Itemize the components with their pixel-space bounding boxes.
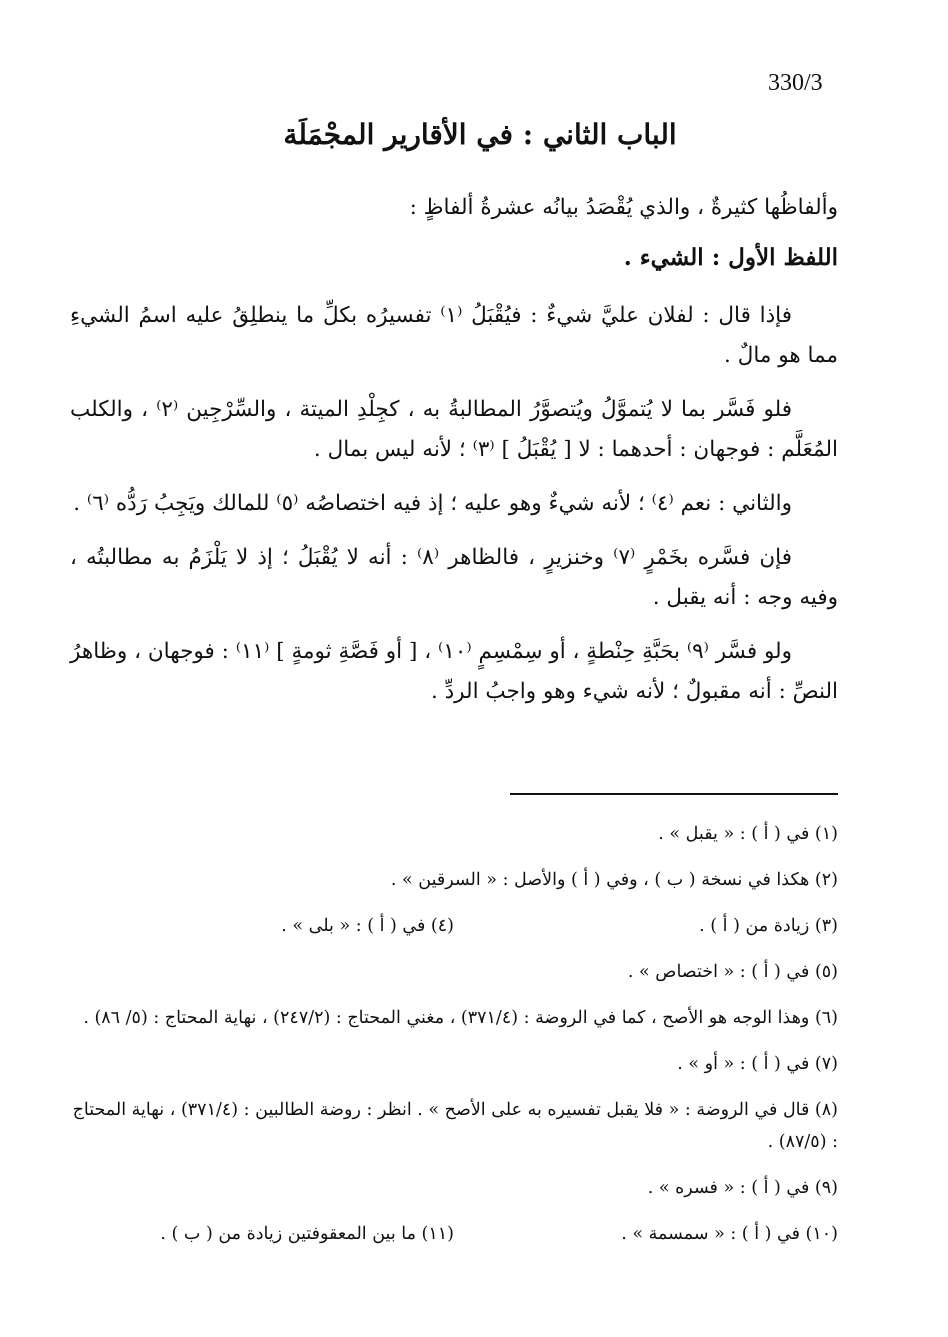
paragraph-2: فلو فَسَّر بما لا يُتموَّلُ ويُتصوَّرُ المطالبةُ به ، كجِلْدِ الميتة ، والسِّرْجِين ⁽٢⁾ ، والكلب المُعَلَّم : فوجهان : أحدهما : لا [ يُقْبَلُ ] ⁽٣⁾ ؛ لأنه ليس بمال . (70, 397, 838, 462)
chapter-heading: الباب الثاني : في الأقارير المجْمَلَة (283, 118, 677, 151)
footnote-spacer (70, 1172, 454, 1204)
main-text (70, 188, 838, 726)
footnote-7: (٧) في ( أ ) : « أو » . (677, 1054, 838, 1074)
footnote-separator (510, 793, 838, 795)
footnote-10: (١٠) في ( أ ) : « سمسمة » . (621, 1224, 838, 1244)
page-number: 330/3 (768, 70, 823, 96)
footnote-2: (٢) هكذا في نسخة ( ب ) ، وفي ( أ ) والأصل : « السرقين » . (390, 870, 838, 890)
footnote-1: (١) في ( أ ) : « يقبل » . (658, 824, 838, 844)
paragraph-1: فإذا قال : لفلان عليَّ شيءٌ : فيُقْبَلُ ⁽١⁾ تفسيرُه بكلِّ ما ينطلِقُ عليه اسمُ الشيءِ مما هو مالٌ . (70, 303, 838, 368)
footnote-4: (٤) في ( أ ) : « بلى » . (281, 916, 454, 936)
footnote-3: (٣) زيادة من ( أ ) . (699, 916, 838, 936)
footnote-5: (٥) في ( أ ) : « اختصاص » . (627, 962, 838, 982)
paragraph-3: والثاني : نعم ⁽٤⁾ ؛ لأنه شيءٌ وهو عليه ؛ إذ فيه اختصاصُه ⁽٥⁾ للمالك ويَجِبُ رَدُّه ⁽٦⁾ . (73, 491, 792, 516)
footnote-row (70, 1172, 838, 1204)
footnotes (70, 818, 838, 1264)
paragraph-4: فإن فسَّره بخَمْرٍ ⁽٧⁾ وخنزيرٍ ، فالظاهر ⁽٨⁾ : أنه لا يُقْبَلُ ؛ إذ لا يَلْزَمُ به مطالبتُه ، وفيه وجه : أنه يقبل . (70, 545, 838, 610)
footnote-6: (٦) وهذا الوجه هو الأصح ، كما في الروضة : (٣٧١/٤) ، مغني المحتاج : (٢٤٧/٢) ، نهاية المحتاج : (٥/ ٨٦) . (83, 1008, 838, 1028)
footnote-row (70, 910, 838, 942)
paragraph-5: ولو فسَّر ⁽٩⁾ بحَبَّةِ حِنْطةٍ ، أو سِمْسِمٍ ⁽١٠⁾ ، [ أو فَصَّةِ ثومةٍ ] ⁽١١⁾ : فوجهان ، وظاهرُ النصِّ : أنه مقبولٌ ؛ لأنه شيء وهو واجبُ الردِّ . (70, 639, 838, 704)
footnote-8: (٨) قال في الروضة : « فلا يقبل تفسيره به على الأصح » . انظر : روضة الطالبين : (٣٧١/٤) ، نهاية المحتاج : (٨٧/٥) . (72, 1100, 838, 1152)
footnote-row (70, 1218, 838, 1250)
intro-paragraph: وألفاظُها كثيرةٌ ، والذي يُقْصَدُ بيانُه عشرةُ ألفاظٍ : (409, 195, 838, 220)
footnote-11: (١١) ما بين المعقوفتين زيادة من ( ب ) . (160, 1224, 454, 1244)
footnote-9: (٩) في ( أ ) : « فسره » . (647, 1178, 838, 1198)
section-subheading: اللفظ الأول : الشيء . (623, 244, 838, 271)
